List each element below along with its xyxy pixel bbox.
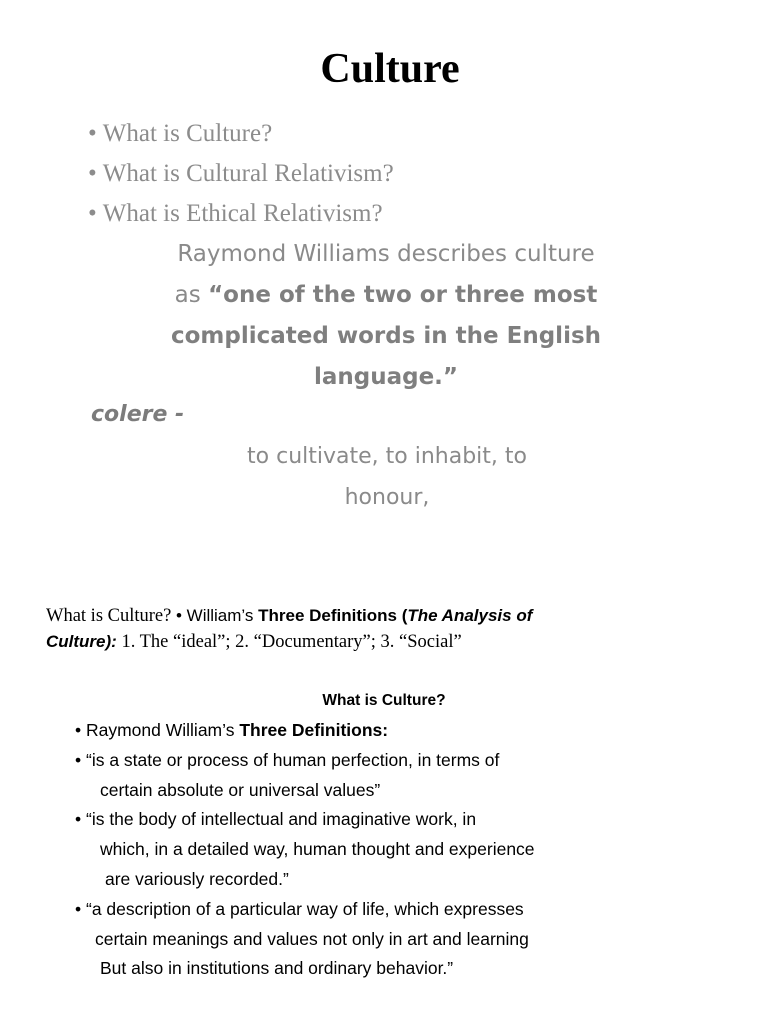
summary-bullet: • William’s (175, 606, 259, 625)
intro-text: • Raymond William’s (75, 720, 240, 740)
intro-bold: Three Definitions: (239, 720, 389, 740)
quote-emphasis: “one of the two or three most (208, 282, 598, 308)
question-text: What is Culture? (102, 120, 273, 147)
three-definitions-summary (46, 603, 626, 655)
page-title: Culture (320, 46, 460, 92)
question-item (88, 114, 394, 154)
definition-line: • “is a state or process of human perfection, in terms of (75, 749, 500, 770)
section-heading: What is Culture? (322, 692, 446, 709)
summary-question: What is Culture? (46, 606, 176, 626)
summary-list: 1. The “ideal”; 2. “Documentary”; 3. “Social” (116, 632, 462, 652)
definition-intro (75, 716, 635, 746)
quote-text: as (174, 282, 209, 308)
definition-line: • “is the body of intellectual and imaginative work, in (75, 809, 477, 830)
latin-meaning (200, 436, 574, 518)
definition-line: But also in institutions and ordinary behavior.” (100, 958, 454, 979)
definition-line: which, in a detailed way, human thought and experience (100, 839, 535, 860)
quote-line (160, 275, 612, 316)
bullet-icon: • (88, 160, 97, 187)
definition-line: • “a description of a particular way of life, which expresses (75, 898, 524, 919)
question-list (88, 114, 394, 234)
question-text: What is Ethical Relativism? (102, 200, 383, 227)
williams-quote (160, 234, 612, 398)
definitions-list (75, 716, 635, 984)
definition-line: certain absolute or universal values” (100, 779, 381, 800)
definition-line: are variously recorded.” (105, 868, 289, 889)
meaning-line: to cultivate, to inhabit, to (247, 444, 527, 469)
summary-work-title: Culture): (46, 632, 117, 651)
bullet-icon: • (88, 200, 97, 227)
quote-line: language.” (313, 364, 459, 390)
question-item (88, 154, 394, 194)
summary-bold: Three Definitions ( (258, 606, 408, 625)
question-item (88, 194, 394, 234)
definition-line: certain meanings and values not only in art and learning (95, 928, 529, 949)
latin-term: colere - (91, 402, 185, 427)
quote-line: Raymond Williams describes culture (177, 241, 595, 267)
summary-work-title: The Analysis of (407, 606, 533, 625)
quote-line: complicated words in the English (170, 323, 602, 349)
bullet-icon: • (88, 120, 97, 147)
meaning-line: honour, (344, 485, 430, 510)
question-text: What is Cultural Relativism? (102, 160, 394, 187)
